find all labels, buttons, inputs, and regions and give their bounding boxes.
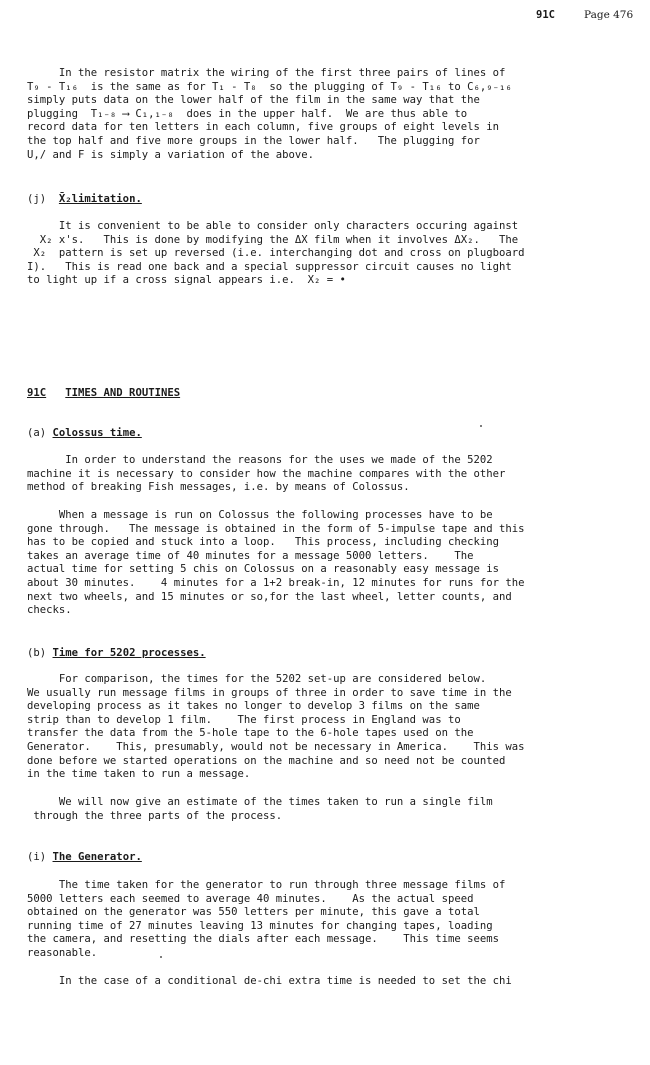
text-line: We usually run message films in groups of three in order to save time in the (27, 686, 512, 699)
text-line: record data for ten letters in each column, five groups of eight levels in (27, 121, 499, 134)
text-line: about 30 minutes. 4 minutes for a 1+2 break-in, 12 minutes for runs for the (27, 576, 525, 589)
text-line: strip than to develop 1 film. The first process in England was to (27, 713, 461, 726)
heading-b-title: Time for 5202 processes. (52, 647, 206, 659)
text-line: We will now give an estimate of the times taken to run a single film (27, 796, 493, 808)
paragraph-5202-comparison (27, 673, 575, 782)
heading-j-title: X̄₂limitation. (58, 193, 142, 205)
text-line: X₂ pattern is set up reversed (i.e. interchanging dot and cross on plugboard (27, 247, 525, 260)
heading-i-title: The Generator. (52, 851, 142, 863)
paragraph-limitation (27, 220, 575, 288)
header-section-number: 91C (536, 9, 555, 21)
paragraph-conditional-dechi (27, 975, 575, 989)
text-line: The time taken for the generator to run through three message films of (27, 879, 506, 891)
heading-a-number: (a) (27, 427, 47, 439)
text-line: It is convenient to be able to consider only characters occuring against (27, 220, 519, 232)
heading-91c-title: TIMES AND ROUTINES (65, 387, 181, 399)
text-line: I). This is read one back and a special suppressor circuit causes no light (27, 260, 512, 273)
text-line: gone through. The message is obtained in the form of 5-impulse tape and this (27, 522, 525, 535)
text-line: running time of 27 minutes leaving 13 minutes for changing tapes, loading (27, 919, 493, 932)
text-line: takes an average time of 40 minutes for a message 5000 letters. The (27, 549, 474, 562)
text-line: checks. (27, 604, 72, 617)
text-line: When a message is run on Colossus the following processes have to be (27, 509, 493, 521)
text-line: 5000 letters each seemed to average 40 minutes. As the actual speed (27, 892, 474, 905)
header-page-number: Page 476 (584, 9, 634, 21)
text-line: has to be copied and stuck into a loop. This process, including checking (27, 536, 499, 549)
text-line: to light up if a cross signal appears i.e. X̄₂ = • (27, 274, 346, 287)
speck-mark (160, 956, 162, 958)
heading-i-generator (27, 851, 142, 865)
text-line: machine it is necessary to consider how the machine compares with the other (27, 467, 506, 480)
text-line: plugging T₁₋₈ ⟶ C₁,₁₋₈ does in the upper half. We are thus able to (27, 107, 468, 120)
text-line: the camera, and resetting the dials after each message. This time seems (27, 933, 499, 946)
heading-i-number: (i) (27, 851, 47, 863)
text-line: For comparison, the times for the 5202 set-up are considered below. (27, 673, 487, 685)
speck-mark (480, 425, 482, 427)
text-line: reasonable. (27, 946, 98, 959)
heading-a-title: Colossus time. (52, 427, 142, 439)
heading-a-colossus-time (27, 427, 142, 441)
heading-91c-number: 91C (27, 387, 47, 399)
text-line: In order to understand the reasons for the uses we made of the 5202 (27, 454, 493, 466)
text-line: through the three parts of the process. (27, 809, 283, 822)
paragraph-resistor-matrix (27, 67, 575, 162)
heading-91c-times-routines (27, 387, 180, 401)
text-line: Generator. This, presumably, would not be necessary in America. This was (27, 740, 525, 753)
heading-b-5202-time (27, 647, 206, 661)
text-line: transfer the data from the 5-hole tape to the 6-hole tapes used on the (27, 727, 474, 740)
text-line: next two wheels, and 15 minutes or so,for the last wheel, letter counts, and (27, 590, 512, 603)
text-line: In the case of a conditional de-chi extra time is needed to set the chi (27, 975, 512, 987)
paragraph-estimate (27, 796, 575, 823)
text-line: X̄₂ x's. This is done by modifying the ΔX film when it involves ΔX₂. The (27, 233, 519, 246)
text-line: U,/ and F is simply a variation of the above. (27, 148, 315, 161)
text-line: done before we started operations on the machine and so need not be counted (27, 754, 506, 767)
text-line: developing process as it takes no longer to develop 3 films on the same (27, 700, 480, 713)
paragraph-generator-time (27, 879, 575, 961)
text-line: T₉ - T₁₆ is the same as for T₁ - T₈ so the plugging of T₉ - T₁₆ to C₆,₉₋₁₆ (27, 80, 512, 93)
text-line: obtained on the generator was 550 letters per minute, this gave a total (27, 906, 480, 919)
heading-j-number: (j) (27, 193, 47, 205)
text-line: actual time for setting 5 chis on Colossus on a reasonably easy message is (27, 563, 499, 576)
text-line: in the time taken to run a message. (27, 768, 251, 781)
text-line: method of breaking Fish messages, i.e. by means of Colossus. (27, 481, 410, 494)
text-line: the top half and five more groups in the lower half. The plugging for (27, 134, 480, 147)
paragraph-colossus-process (27, 509, 575, 618)
heading-j-limitation (27, 193, 142, 207)
paragraph-colossus-intro (27, 454, 575, 495)
text-line: simply puts data on the lower half of the film in the same way that the (27, 94, 480, 107)
text-line: In the resistor matrix the wiring of the first three pairs of lines of (27, 67, 506, 79)
heading-b-number: (b) (27, 647, 47, 659)
